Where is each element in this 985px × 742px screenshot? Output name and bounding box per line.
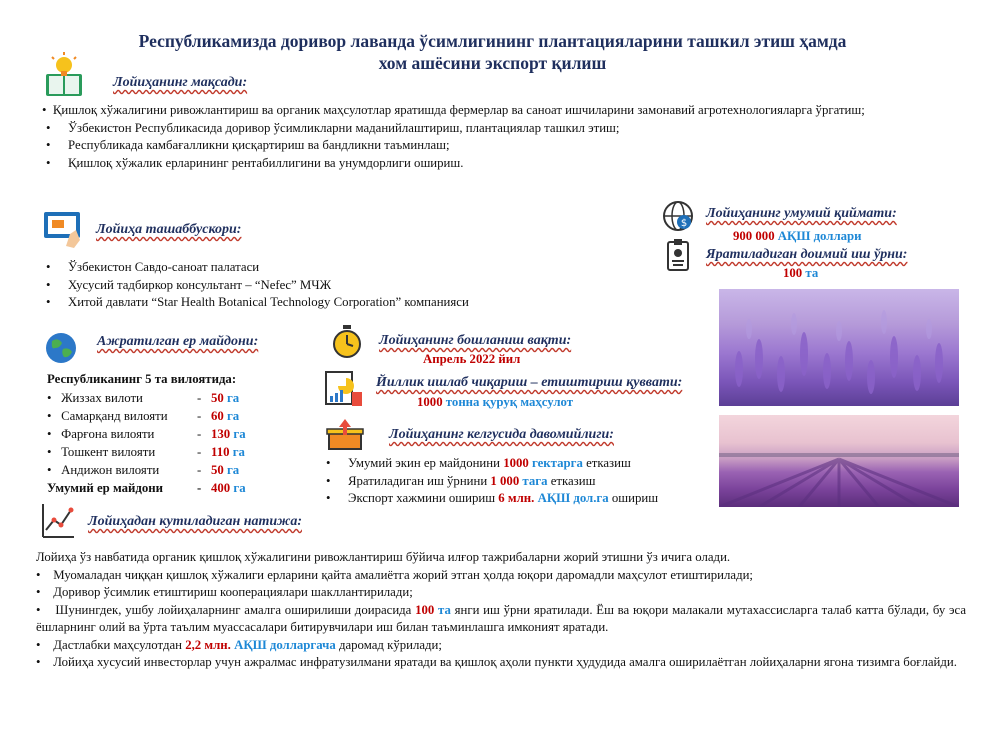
cost-value (733, 228, 862, 246)
initiator-list (42, 259, 682, 312)
id-badge-icon (664, 238, 692, 272)
goal-item-4: • Қишлоқ хўжалик ерларининг рентабиллигини ва унумдорлиги ошириш. (42, 155, 967, 173)
report-chart-icon (324, 370, 364, 408)
start-heading: Лойиҳанинг бошланиш вақти: (379, 333, 572, 348)
cost-heading: Лойиҳанинг умумий қиймати: (706, 206, 897, 221)
future-item-1: • Умумий экин ер майдонини 1000 гектарга етказиш (322, 455, 717, 473)
result-item-1: • Муомаладан чиққан қишлоқ хўжалиги ерларини қайта амалиётга жорий этган ҳолда юқори даромадли маҳсулот етиштирилади; (36, 567, 753, 582)
initiator-item: • Хитой давлати “Star Health Botanical Technology Corporation” компанияси (42, 294, 682, 312)
land-total-row: Умумий ер майдони - 400 га (47, 481, 246, 495)
lavender-field-photo (719, 415, 959, 507)
region-row: • Андижон вилояти - 50 га (47, 463, 240, 477)
initiator-item: • Хусусий тадбиркор консультант – “Nefec” МЧЖ (42, 277, 682, 295)
region-list (47, 389, 246, 497)
goal-item-2: • Ўзбекистон Республикасида доривор ўсимликларни маданийлаштириш, плантациялар ташкил этиш; (42, 120, 967, 138)
page-title-line-2: хом ашёсини экспорт қилиш (378, 53, 607, 73)
result-item-5: • Лойиҳа хусусий инвесторлар учун ажралмас инфратузилмани яратади ва қишлоқ аҳоли пункти ҳудудида амалга оширилаётган лойиҳаларни ягона тизимга боғлайди. (36, 655, 957, 669)
land-heading: Ажратилган ер майдони: (97, 334, 259, 349)
region-row: • Самарқанд вилояти - 60 га (47, 409, 240, 423)
region-row: • Жиззах вилоти - 50 га (47, 391, 240, 405)
lightbulb-book-icon (42, 52, 86, 98)
capacity-value (417, 394, 573, 412)
cost-unit: АҚШ доллари (777, 229, 862, 243)
goal-item-1: • Қишлоқ хўжалигини ривожлантириш ва органик маҳсулотлар яратишда фермерлар ва саноат ишчиларини замонавий агротехнологияларга ўргатиш; (42, 103, 865, 117)
jobs-value (783, 265, 818, 283)
result-item-2: • Доривор ўсимлик етиштириш кооперациялари шакллантирилади; (36, 585, 413, 599)
result-intro: Лойиҳа ўз навбатида органик қишлоқ хўжалигини ривожлантириш бўйича илғор тажрибаларни жорий этишни ўз ичига олади. (36, 550, 731, 564)
future-heading: Лойиҳанинг келгусида давомийлиги: (389, 427, 614, 442)
future-list (322, 455, 717, 508)
region-row: • Фарғона вилояти - 130 га (47, 427, 246, 441)
page-title (0, 30, 985, 74)
capacity-unit: тонна қуруқ маҳсулот (445, 395, 574, 409)
jobs-unit: та (805, 266, 819, 280)
future-item-2: • Яратиладиган иш ўрнини 1 000 тага етказиш (322, 473, 717, 491)
globe-icon (44, 331, 78, 365)
svg-text:$: $ (680, 218, 688, 229)
initiator-item: • Ўзбекистон Савдо-саноат палатаси (42, 259, 682, 277)
line-chart-icon (40, 502, 76, 540)
growth-box-icon (325, 417, 365, 451)
jobs-amount: 100 (783, 266, 803, 280)
result-item-4: • Дастлабки маҳсулотдан 2,2 млн. АҚШ долларгача даромад кўрилади; (36, 637, 442, 652)
page-title-line-1: Республикамизда доривор лаванда ўсимлигининг плантацияларини ташкил этиш ҳамда (138, 31, 847, 51)
goal-list (42, 102, 967, 172)
result-item-3: • Шунингдек, ушбу лойиҳаларнинг амалга оширилиши доирасида 100 та янги иш ўрни яратилади. Ёш ва юқори малакали мутахассисларга талаб катта бўлади, бу эса ёшларнинг олий ва ўрта таълим муассасалари битирувчилари иш билан таъминлашга имконият яратади. (36, 602, 966, 634)
cost-amount: 900 000 (733, 229, 775, 243)
capacity-heading: Йиллик ишлаб чиқариш – етиштириш қуввати: (376, 375, 683, 390)
land-subheading: Республиканинг 5 та вилоятида: (47, 372, 237, 386)
goal-item-3: • Республикада камбағалликни қисқартириш ва бандликни таъминлаш; (42, 137, 967, 155)
globe-dollar-icon (662, 200, 694, 232)
stopwatch-icon (331, 324, 363, 360)
region-row: • Тошкент вилояти - 110 га (47, 445, 245, 459)
future-item-3: • Экспорт хажмини ошириш 6 млн. АҚШ дол.га ошириш (322, 490, 717, 508)
result-heading: Лойиҳадан кутиладиган натижа: (88, 514, 302, 529)
start-value: Апрель 2022 йил (423, 352, 521, 366)
capacity-amount: 1000 (417, 395, 443, 409)
jobs-heading: Яратиладиган доимий иш ўрни: (706, 247, 908, 262)
result-list (36, 549, 966, 672)
goal-heading: Лойиҳанинг мақсади: (113, 75, 248, 90)
presentation-touch-icon (42, 210, 86, 250)
initiator-heading: Лойиҳа ташаббускори: (96, 222, 242, 237)
lavender-photo-1 (719, 289, 959, 406)
